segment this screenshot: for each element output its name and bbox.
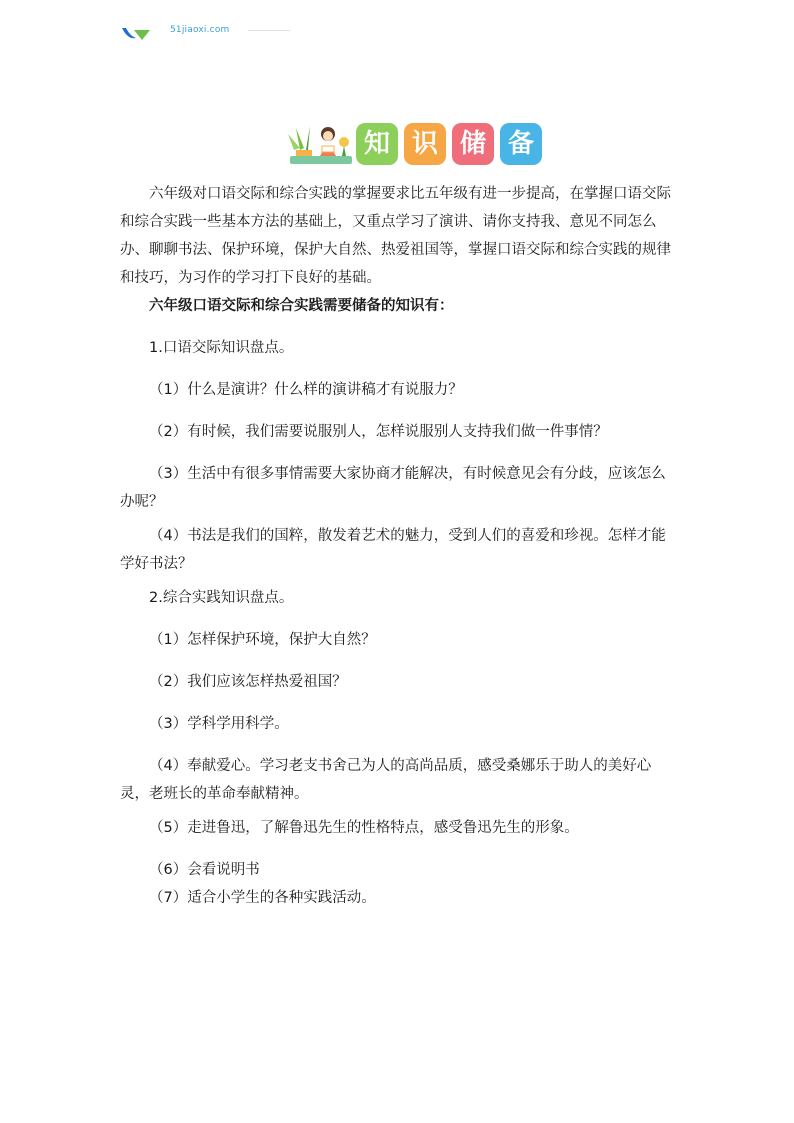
- site-url[interactable]: 51jiaoxi.com: [170, 25, 230, 35]
- banner-tile-bei: 备: [500, 123, 542, 165]
- section1-item: （1）什么是演讲？什么样的演讲稿才有说服力？: [149, 382, 463, 398]
- section2-item: （6）会看说明书: [149, 862, 260, 878]
- knowledge-banner: [286, 120, 548, 168]
- header-divider: [248, 30, 290, 31]
- section1-item: （3）生活中有很多事情需要大家协商才能解决，有时候意见会有分歧，应该怎么办呢？: [120, 466, 666, 510]
- section2-item: （7）适合小学生的各种实践活动。: [149, 890, 376, 906]
- section2-item: （5）走进鲁迅，了解鲁迅先生的性格特点，感受鲁迅先生的形象。: [149, 820, 579, 836]
- section1-title: 1.口语交际知识盘点。: [149, 340, 294, 356]
- banner-tile-chu: 储: [452, 123, 494, 165]
- banner-tile-zhi: 知: [356, 123, 398, 165]
- bold-heading: 六年级口语交际和综合实践需要储备的知识有：: [149, 298, 454, 314]
- section2-title: 2.综合实践知识盘点。: [149, 590, 294, 606]
- section1-item: （4）书法是我们的国粹，散发着艺术的魅力，受到人们的喜爱和珍视。怎样才能学好书法？: [120, 528, 666, 572]
- site-logo-icon: [120, 26, 164, 42]
- section2-item: （1）怎样保护环境，保护大自然？: [149, 632, 376, 648]
- document-body: [120, 180, 676, 912]
- intro-paragraph: 六年级对口语交际和综合实践的掌握要求比五年级有进一步提高，在掌握口语交际和综合实践一些基本方法的基础上，又重点学习了演讲、请你支持我、意见不同怎么办、聊聊书法、保护环境，保护大自然、热爱祖国等，掌握口语交际和综合实践的规律和技巧，为习作的学习打下良好的基础。: [120, 186, 671, 286]
- banner-tile-shi: 识: [404, 123, 446, 165]
- section1-item: （2）有时候，我们需要说服别人，怎样说服别人支持我们做一件事情？: [149, 424, 608, 440]
- girl-reading-with-plants-icon: [286, 120, 356, 168]
- section2-item: （2）我们应该怎样热爱祖国？: [149, 674, 347, 690]
- page-header: [120, 22, 320, 44]
- section2-item: （4）奉献爱心。学习老支书舍己为人的高尚品质，感受桑娜乐于助人的美好心灵，老班长的革命奉献精神。: [120, 758, 652, 802]
- section2-item: （3）学科学用科学。: [149, 716, 289, 732]
